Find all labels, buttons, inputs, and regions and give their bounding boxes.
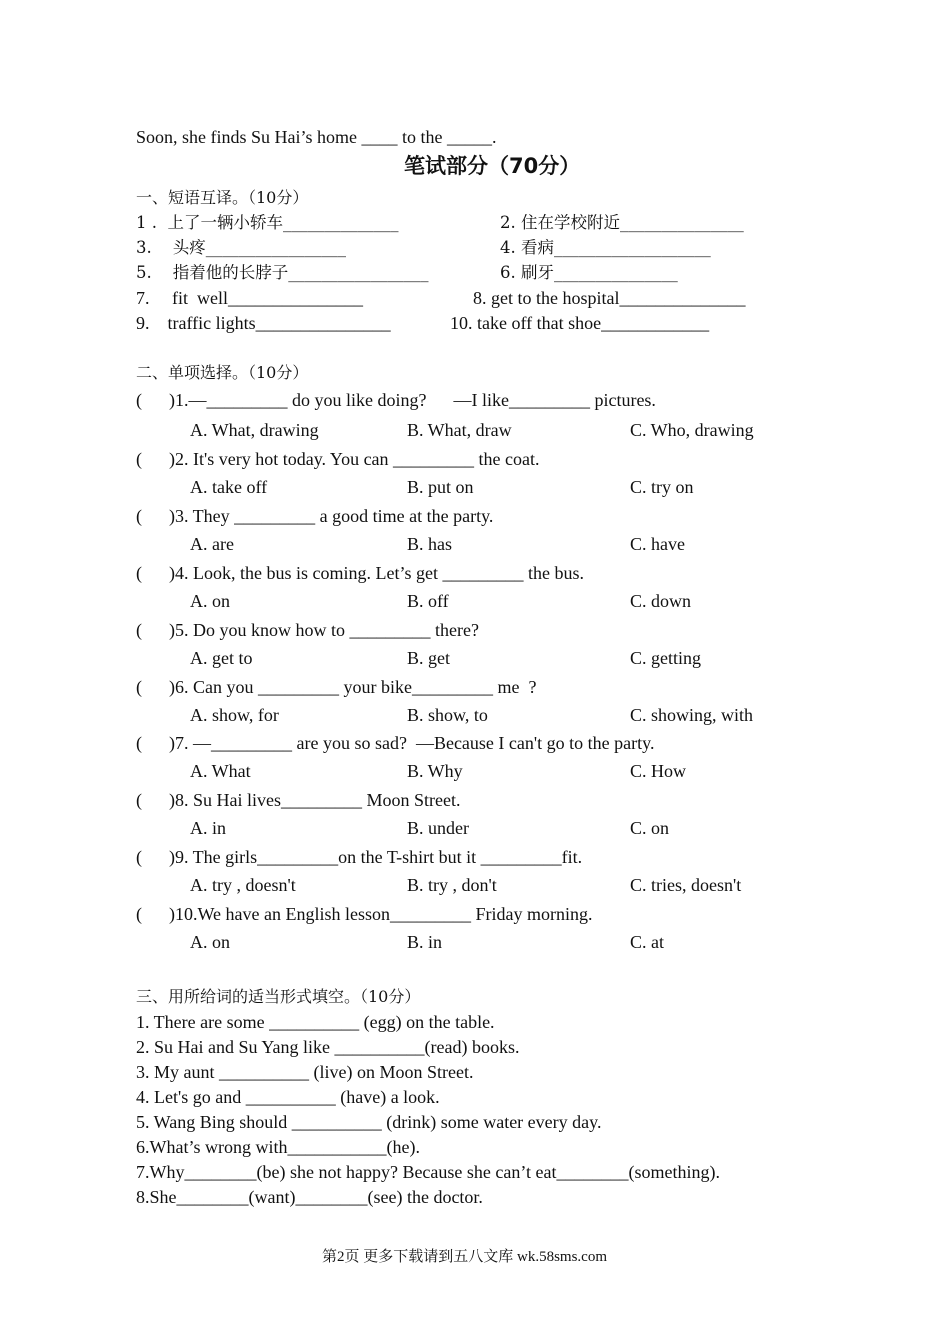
phrase-item: 6. 刷牙_______________ (500, 263, 678, 282)
option-b: B. What, draw (407, 420, 512, 440)
option-b: B. in (407, 932, 443, 952)
option-b: B. Why (407, 761, 463, 781)
option-c: C. on (630, 818, 670, 838)
option-b: B. show, to (407, 705, 488, 725)
phrase-item: 5. 指着他的长脖子_________________ (136, 263, 429, 282)
question-stem: ( )1.—_________ do you like doing? —I like_________ pictures. (136, 390, 656, 410)
option-c: C. down (630, 591, 692, 611)
option-a: A. on (190, 591, 230, 611)
fill-item: 2. Su Hai and Su Yang like __________(read) books. (136, 1037, 520, 1057)
phrase-item: 7. fit well_______________ (136, 288, 363, 308)
option-c: C. showing, with (630, 705, 754, 725)
question-stem: ( )9. The girls_________on the T-shirt but it _________fit. (136, 847, 583, 867)
fill-item: 4. Let's go and __________ (have) a look. (136, 1087, 440, 1107)
option-a: A. show, for (190, 705, 279, 725)
question-stem: ( )5. Do you know how to _________ there? (136, 620, 479, 640)
phrase-item: 1 . 上了一辆小轿车______________ (136, 213, 399, 232)
fill-item: 7.Why________(be) she not happy? Because she can’t eat________(something). (136, 1162, 721, 1182)
option-a: A. What (190, 761, 251, 781)
option-c: C. Who, drawing (630, 420, 754, 440)
phrase-item: 9. traffic lights_______________ (136, 313, 391, 333)
option-a: A. What, drawing (190, 420, 319, 440)
question-stem: ( )8. Su Hai lives_________ Moon Street. (136, 790, 461, 810)
fill-item: 3. My aunt __________ (live) on Moon Street. (136, 1062, 474, 1082)
option-a: A. try , doesn't (190, 875, 296, 895)
fill-item: 6.What’s wrong with___________(he). (136, 1137, 420, 1157)
option-c: C. tries, doesn't (630, 875, 742, 895)
phrase-item: 8. get to the hospital______________ (473, 288, 746, 308)
option-c: C. getting (630, 648, 701, 668)
option-b: B. get (407, 648, 450, 668)
question-stem: ( )4. Look, the bus is coming. Let’s get _________ the bus. (136, 563, 584, 583)
phrase-item: 2. 住在学校附近_______________ (500, 213, 744, 232)
option-a: A. on (190, 932, 230, 952)
page-footer: 第2页 更多下载请到五八文库 wk.58sms.com (322, 1249, 608, 1265)
phrase-item: 4. 看病___________________ (500, 238, 711, 257)
section2-heading: 二、单项选择。（10分） (136, 363, 309, 382)
question-stem: ( )10.We have an English lesson_________ Friday morning. (136, 904, 593, 924)
question-stem: ( )2. It's very hot today. You can _________ the coat. (136, 449, 540, 469)
fill-item: 8.She________(want)________(see) the doctor. (136, 1187, 483, 1207)
option-c: C. at (630, 932, 664, 952)
option-b: B. off (407, 591, 449, 611)
option-c: C. try on (630, 477, 694, 497)
page-title: 笔试部分（70分） (404, 154, 581, 178)
fill-item: 1. There are some __________ (egg) on the table. (136, 1012, 495, 1032)
option-b: B. under (407, 818, 469, 838)
question-stem: ( )6. Can you _________ your bike_________ me ? (136, 677, 537, 697)
option-a: A. take off (190, 477, 268, 497)
option-a: A. in (190, 818, 226, 838)
question-stem: ( )3. They _________ a good time at the party. (136, 506, 494, 526)
option-b: B. try , don't (407, 875, 497, 895)
option-a: A. get to (190, 648, 253, 668)
section1-heading: 一、短语互译。（10分） (136, 188, 309, 207)
option-a: A. are (190, 534, 234, 554)
phrase-item: 10. take off that shoe____________ (450, 313, 710, 333)
question-stem: ( )7. —_________ are you so sad? —Because I can't go to the party. (136, 733, 655, 753)
option-b: B. put on (407, 477, 474, 497)
section3-heading: 三、用所给词的适当形式填空。（10分） (136, 987, 421, 1006)
option-c: C. have (630, 534, 685, 554)
fill-item: 5. Wang Bing should __________ (drink) some water every day. (136, 1112, 602, 1132)
intro-sentence: Soon, she finds Su Hai’s home ____ to the _____. (136, 127, 497, 147)
option-b: B. has (407, 534, 452, 554)
option-c: C. How (630, 761, 687, 781)
phrase-item: 3. 头疼_________________ (136, 238, 346, 257)
